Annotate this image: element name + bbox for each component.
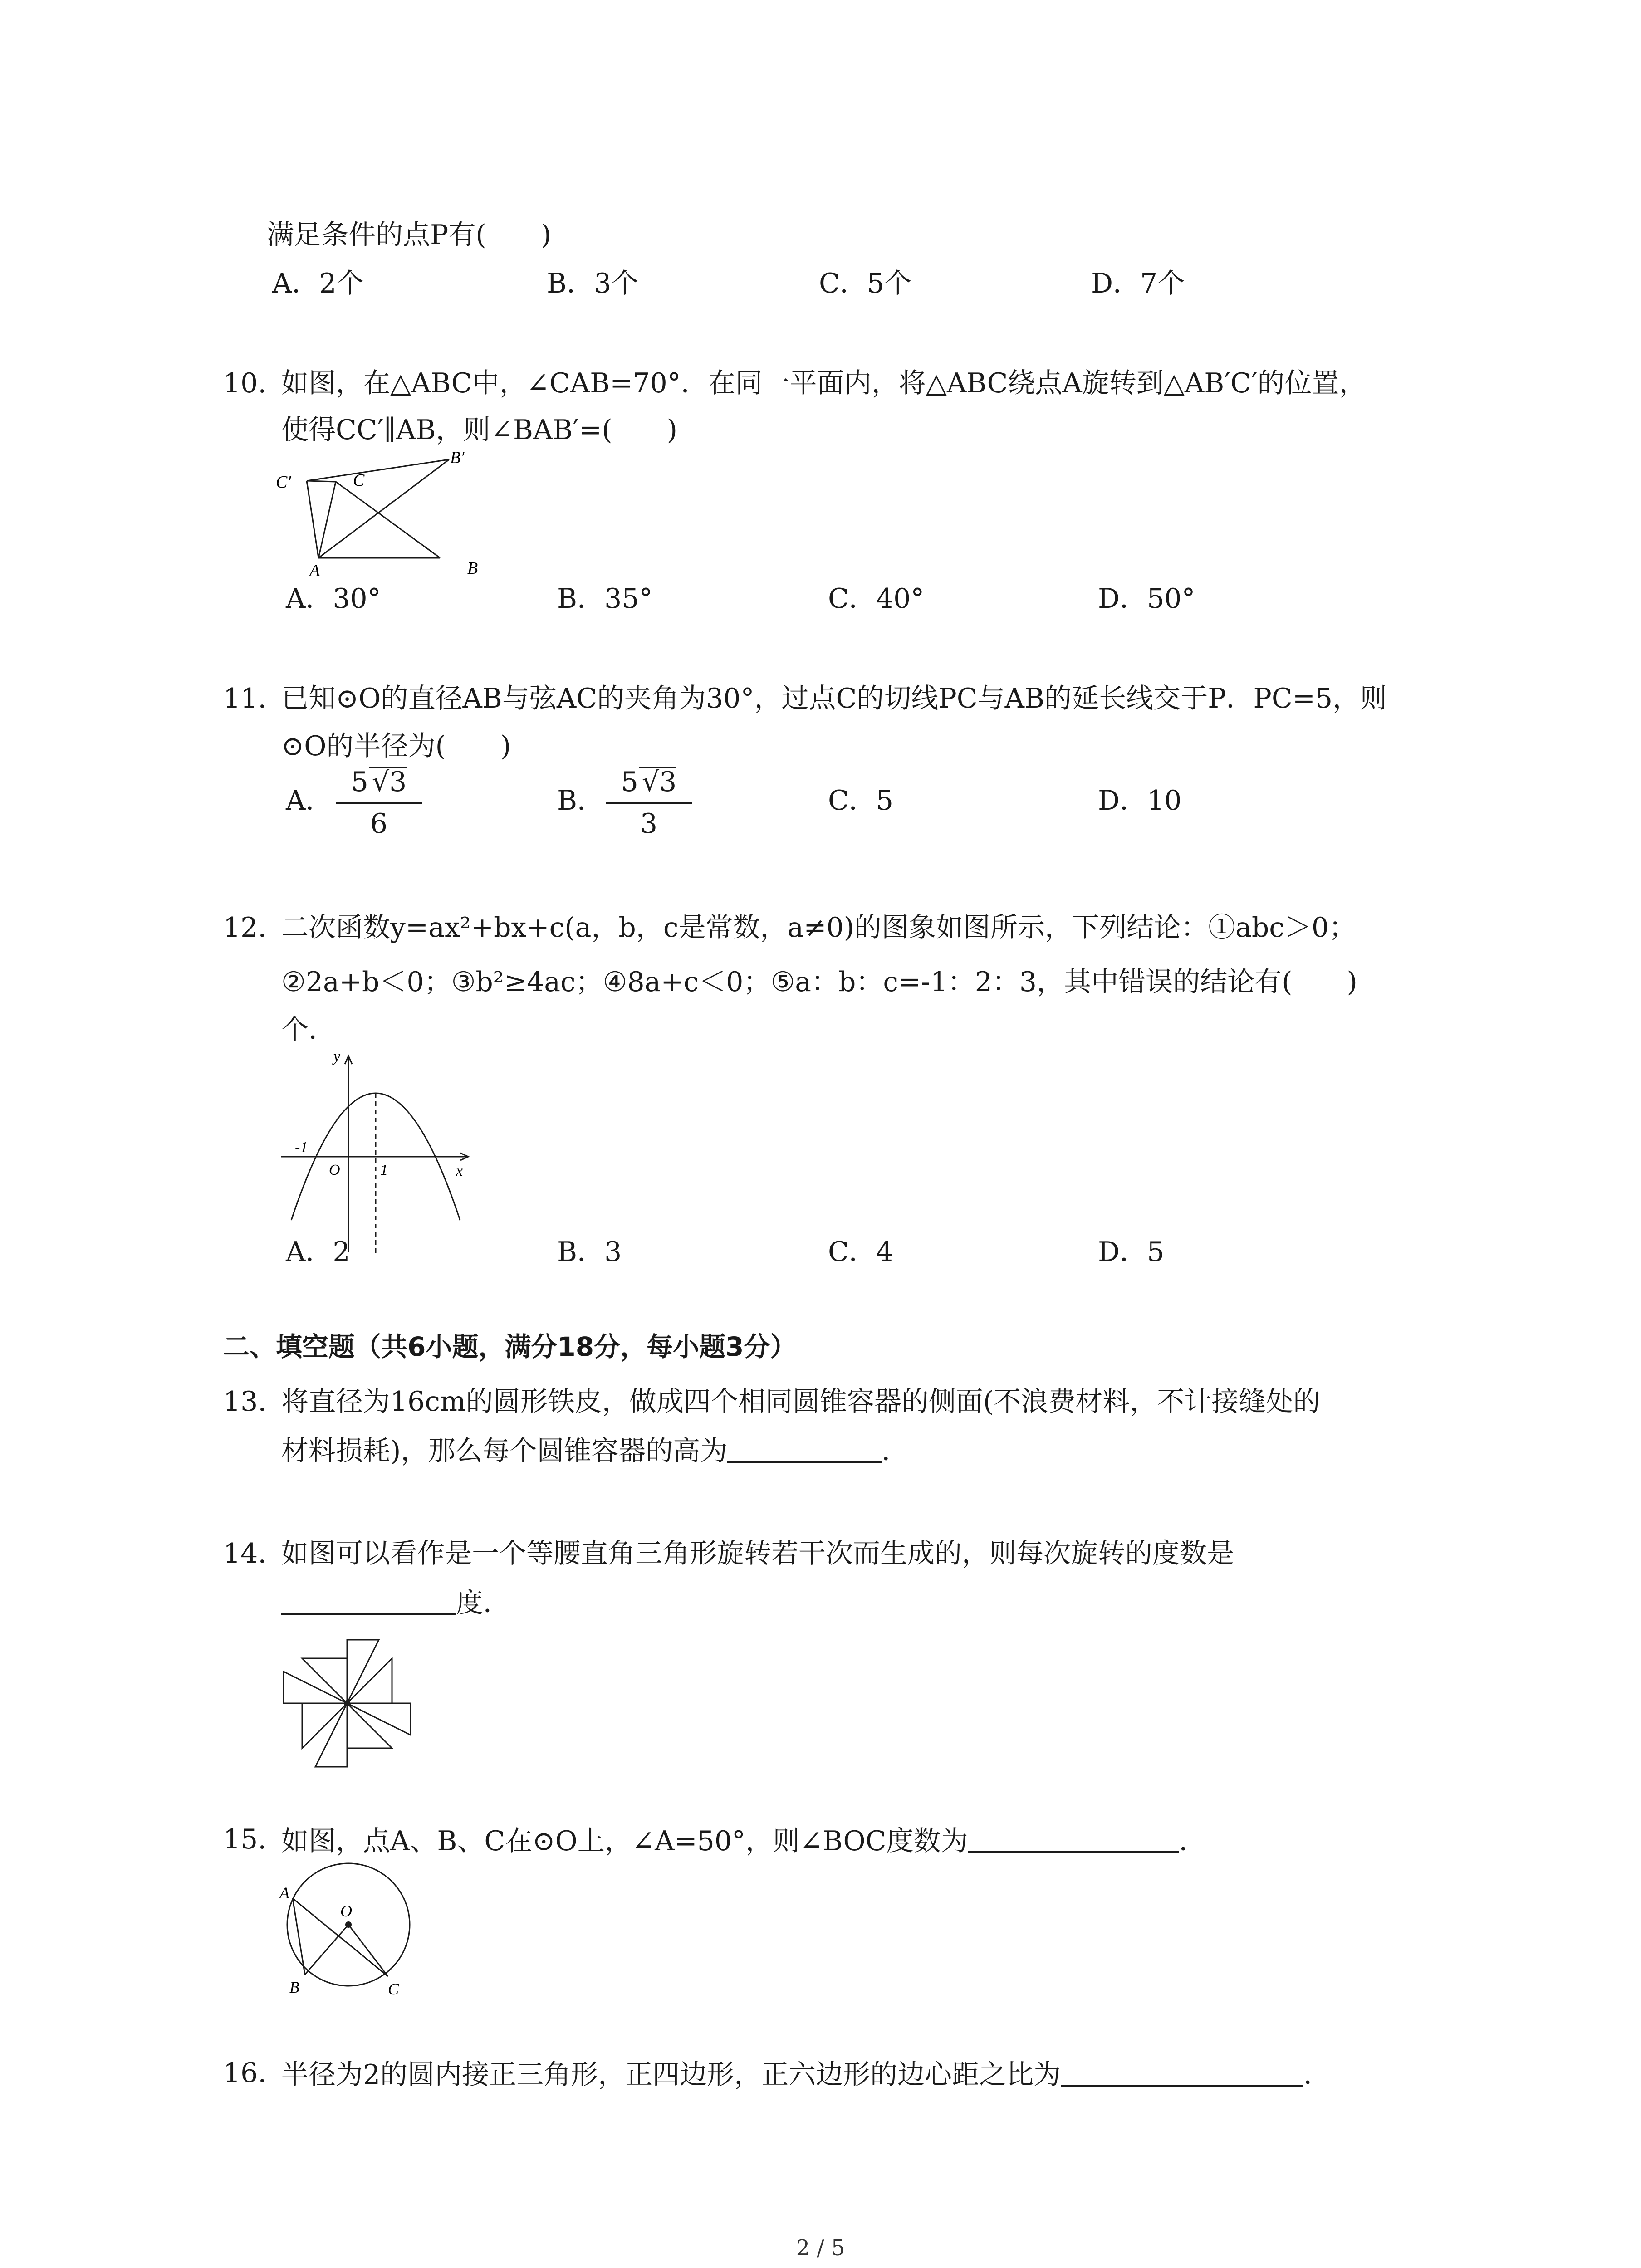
q11-stem-line1: 已知⊙O的直径AB与弦AC的夹角为30°，过点C的切线PC与AB的延长线交于P．PC=5，则 [281,683,1387,714]
q16-stem-end: ． [1303,2059,1331,2091]
q11-option-b-fraction [606,766,692,840]
q11-b-radical: √3 [639,767,676,796]
section2-title: 二、填空题（共6小题，满分18分，每小题3分） [223,1331,797,1362]
q14-pinwheel-figure [272,1628,422,1778]
q11-a-numerator: 5 [351,766,368,798]
q11-b-radicand: 3 [659,766,677,798]
q15-label-c: C [388,1980,399,1998]
q9-option-b: B．3个 [547,268,639,299]
q11-option-a-fraction [336,766,422,840]
q14-number: 14. [223,1538,267,1569]
q10-stem-line1: 如图，在△ABC中，∠CAB=70°．在同一平面内，将△ABC绕点A旋转到△AB′C′的位置， [281,367,1367,399]
q12-option-c: C．4 [828,1236,894,1268]
q16-stem-text: 半径为2的圆内接正三角形，正四边形，正六边形的边心距之比为 [281,2059,1061,2091]
q9-option-a: A．2个 [272,268,364,299]
q14-stem-end: 度． [456,1587,510,1619]
q12-number: 12. [223,912,267,943]
q12-label-y: y [333,1048,341,1065]
q10-label-b-prime: B′ [450,448,465,467]
q10-option-c: C．40° [828,583,925,615]
q10-label-c: C [353,471,365,490]
q9-option-d: D．7个 [1091,268,1185,299]
q15-stem-text: 如图，点A、B、C在⊙O上，∠A=50°，则∠BOC度数为 [281,1825,968,1857]
q15-number: 15. [223,1823,267,1855]
q12-parabola-figure [272,1043,481,1261]
q10-stem-line2: 使得CC′∥AB，则∠BAB′=( ) [281,414,678,446]
q13-stem-end: ． [882,1435,909,1467]
q10-label-c-prime: C′ [276,473,291,492]
q14-answer-blank[interactable] [281,1588,456,1615]
q11-a-denominator: 6 [370,808,388,840]
q12-option-a: A．2 [286,1236,350,1268]
q12-stem-line2: ②2a+b＜0；③b²≥4ac；④8a+c＜0；⑤a：b：c=-1：2：3，其中错误的结论有( ) [281,966,1357,998]
q10-option-d: D．50° [1098,583,1195,615]
q16-stem-line1 [281,2059,1331,2091]
q10-option-a: A．30° [286,583,381,615]
q11-stem-line2: ⊙O的半径为( ) [281,730,511,762]
q14-stem-line2 [281,1588,510,1617]
q12-label-one: 1 [380,1162,388,1178]
q11-option-d: D．10 [1098,785,1182,816]
q16-number: 16. [223,2057,267,2089]
q13-stem-line2 [281,1436,909,1465]
q12-stem-line1: 二次函数y=ax²+bx+c(a，b，c是常数，a≠0)的图象如图所示，下列结论：①abc＞0； [281,912,1357,943]
q15-label-o: O [340,1902,352,1920]
q12-option-d: D．5 [1098,1236,1165,1268]
q10-option-b: B．35° [557,583,653,615]
q13-number: 13. [223,1386,267,1418]
q10-label-b: B [467,559,478,578]
q12-label-neg1: -1 [295,1139,308,1156]
q11-b-numerator: 5 [621,766,638,798]
q12-option-b: B．3 [557,1236,622,1268]
q9-tail: 满足条件的点P有( ) [267,219,552,251]
q11-option-b-letter: B． [557,785,605,816]
q11-b-denominator: 3 [640,808,658,840]
q15-answer-blank[interactable] [968,1826,1179,1853]
q15-stem-end: ． [1179,1825,1206,1857]
q15-label-a: A [279,1884,289,1902]
q10-number: 10. [223,367,267,399]
q13-answer-blank[interactable] [727,1436,882,1463]
q16-answer-blank[interactable] [1061,2059,1303,2087]
q10-label-a: A [309,561,320,578]
q15-stem-line1 [281,1826,1206,1855]
q13-stem-text: 材料损耗)，那么每个圆锥容器的高为 [281,1435,728,1467]
q12-stem-line3: 个． [281,1014,336,1046]
q15-label-b: B [289,1978,299,1996]
q13-stem-line1: 将直径为16cm的圆形铁皮，做成四个相同圆锥容器的侧面(不浪费材料，不计接缝处的 [281,1386,1321,1418]
q11-number: 11. [223,683,267,714]
q12-label-x: x [456,1163,463,1179]
q15-circle-figure [268,1853,431,2003]
q11-option-a-letter: A． [286,785,333,816]
q14-stem-line1: 如图可以看作是一个等腰直角三角形旋转若干次而生成的，则每次旋转的度数是 [281,1538,1234,1569]
q11-a-radicand: 3 [389,766,407,798]
q11-a-radical: √3 [369,767,407,796]
q9-option-c: C．5个 [819,268,912,299]
q12-label-origin: O [329,1162,340,1178]
q10-figure [268,447,504,578]
page-number: 2 / 5 [796,2235,845,2261]
q11-option-c: C．5 [828,785,894,816]
